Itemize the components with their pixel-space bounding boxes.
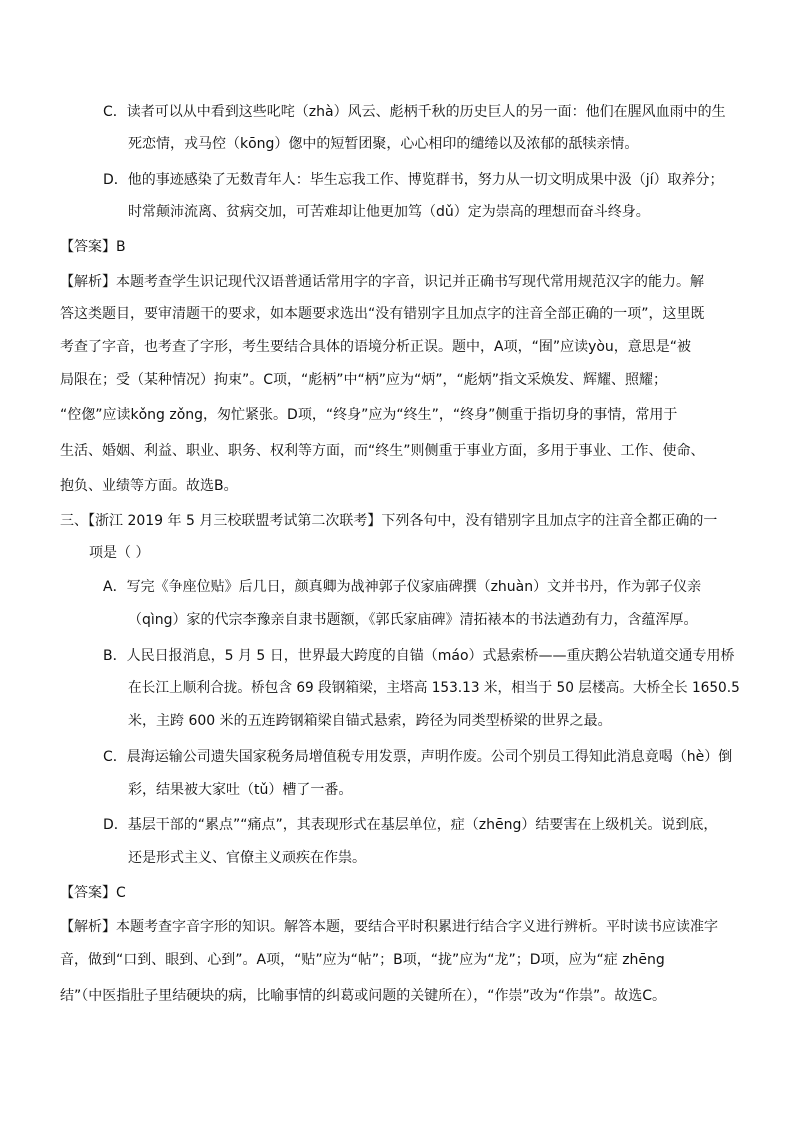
q2-answer: 【答案】B: [60, 239, 126, 255]
q2-analysis-line: 【解析】本题考查学生识记现代汉语普通话常用字的字音，识记并正确书写现代常用规范汉字的能力。解: [60, 274, 704, 290]
q2-analysis-line: 局限在；受（某种情况）拘束”。C项，“彪柄”中“柄”应为“炳”，“彪炳”指文采焕发、辉耀、照耀；: [60, 372, 668, 388]
q2-option-d-line1: D．他的事迹感染了无数青年人：毕生忘我工作、博览群书，努力从一切文明成果中汲（jí）取养分；: [103, 172, 724, 188]
q3-analysis-line: 音，做到“口到、眼到、心到”。A项，“贴”应为“帖”；B项，“拢”应为“龙”；D项，应为“症 zhēng: [60, 952, 665, 968]
q3-option-a-line2: （qìng）家的代宗李豫亲自隶书题额，《郭氏家庙碑》清拓裱本的书法遒劲有力，含蕴浑厚。: [128, 612, 698, 628]
q3-option-d-line1: D．基层干部的“累点”“痛点”，其表现形式在基层单位，症（zhēng）结要害在上级机关。说到底，: [103, 817, 718, 833]
q2-option-c-line2: 死恋情，戎马倥（kōng）偬中的短暂团聚，心心相印的缱绻以及浓郁的舐犊亲情。: [128, 136, 639, 152]
q3-answer: 【答案】C: [60, 885, 126, 901]
q3-stem-line2: 项是（ ）: [89, 545, 150, 561]
q2-analysis-line: 生活、婚姻、利益、职业、职务、权利等方面，而“终生”则侧重于事业方面，多用于事业、工作、使命、: [60, 443, 705, 459]
q3-analysis-line: 【解析】本题考查字音字形的知识。解答本题，要结合平时积累进行结合字义进行辨析。平时读书应读准字: [60, 919, 718, 935]
q3-option-b-line1: B．人民日报消息，5 月 5 日，世界最大跨度的自锚（máo）式悬索桥——重庆鹅公岩轨道交通专用桥: [103, 648, 735, 664]
q3-analysis-line: 结”（中医指肚子里结硬块的病，比喻事情的纠葛或问题的关键所在），“作崇”改为“作祟”。故选C。: [60, 988, 667, 1004]
q2-analysis-line: 考查了字音，也考查了字形，考生要结合具体的语境分析正误。题中，A项，“囿”应读yòu，意思是“被: [60, 339, 692, 355]
q3-option-d-line2: 还是形式主义、官僚主义顽疾在作祟。: [128, 850, 366, 866]
q2-option-d-line2: 时常颠沛流离、贫病交加，可苦难却让他更加笃（dǔ）定为崇高的理想而奋斗终身。: [128, 204, 650, 220]
q3-option-b-line3: 米，主跨 600 米的五连跨钢箱梁自锚式悬索，跨径为同类型桥梁的世界之最。: [128, 713, 612, 729]
q3-stem-line1: 三、【浙江 2019 年 5 月三校联盟考试第二次联考】下列各句中，没有错别字且加点字的注音全都正确的一: [60, 513, 718, 529]
q3-option-c-line2: 彩，结果被大家吐（tǔ）槽了一番。: [128, 782, 353, 798]
q3-option-c-line1: C．晨海运输公司遗失国家税务局增值税专用发票，声明作废。公司个别员工得知此消息竟喝（hè）倒: [103, 749, 733, 765]
q2-option-c-line1: C．读者可以从中看到这些叱咤（zhà）风云、彪柄千秋的历史巨人的另一面：他们在腥风血雨中的生: [103, 104, 726, 120]
q3-option-a-line1: A．写完《争座位贴》后几日，颜真卿为战神郭子仪家庙碑撰（zhuàn）文并书丹，作为郭子仪亲: [103, 579, 702, 595]
q2-analysis-line: 抱负、业绩等方面。故选B。: [60, 478, 238, 494]
q3-option-b-line2: 在长江上顺利合拢。桥包含 69 段钢箱梁，主塔高 153.13 米，相当于 50 层楼高。大桥全长 1650.5: [128, 680, 740, 696]
q2-analysis-line: 答这类题目，要审清题干的要求，如本题要求选出“没有错别字且加点字的注音全部正确的一项”，这里既: [60, 306, 705, 322]
q2-analysis-line: “倥偬”应读kǒng zǒng，匆忙紧张。D项，“终身”应为“终生”，“终身”侧重于指切身的事情，常用于: [60, 407, 678, 423]
